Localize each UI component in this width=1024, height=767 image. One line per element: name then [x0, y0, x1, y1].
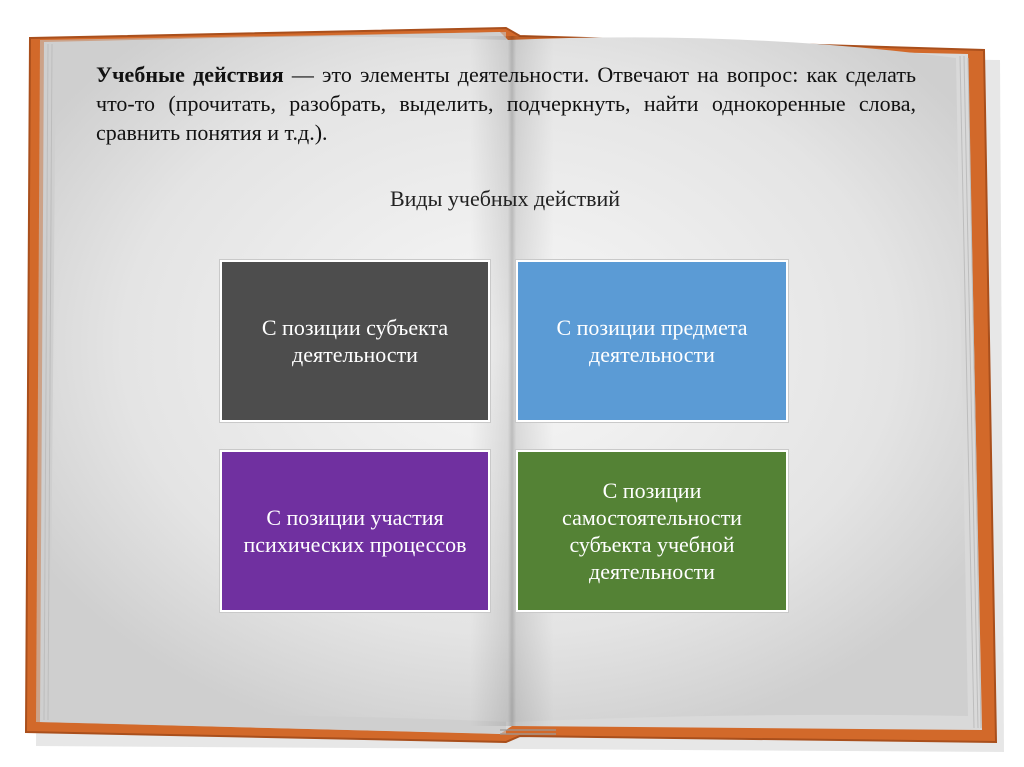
diagram-box-object: [516, 260, 788, 422]
diagram-box-independence: [516, 450, 788, 612]
diagram-box-label: С позиции субъекта деятельности: [261, 315, 449, 367]
intro-term: Учебные действия: [96, 62, 284, 87]
diagram-box-label: С позиции самостоятельности субъекта учебной деятельности: [562, 478, 742, 584]
diagram-box-subject: [220, 260, 490, 422]
diagram-title: Виды учебных действий: [389, 186, 621, 211]
intro-paragraph: [96, 60, 916, 147]
diagram-box-label: С позиции участия психических процессов: [243, 505, 467, 557]
intro-definition: — это элементы деятельности. Отвечают на вопрос: как сделать что-то (прочитать, разобрать, выделить, подчеркнуть, найти однокоренные слова, сравнить понятия и т.д.).: [96, 62, 916, 145]
diagram-box-label: С позиции предмета деятельности: [556, 315, 748, 367]
diagram-box-mental-processes: [220, 450, 490, 612]
